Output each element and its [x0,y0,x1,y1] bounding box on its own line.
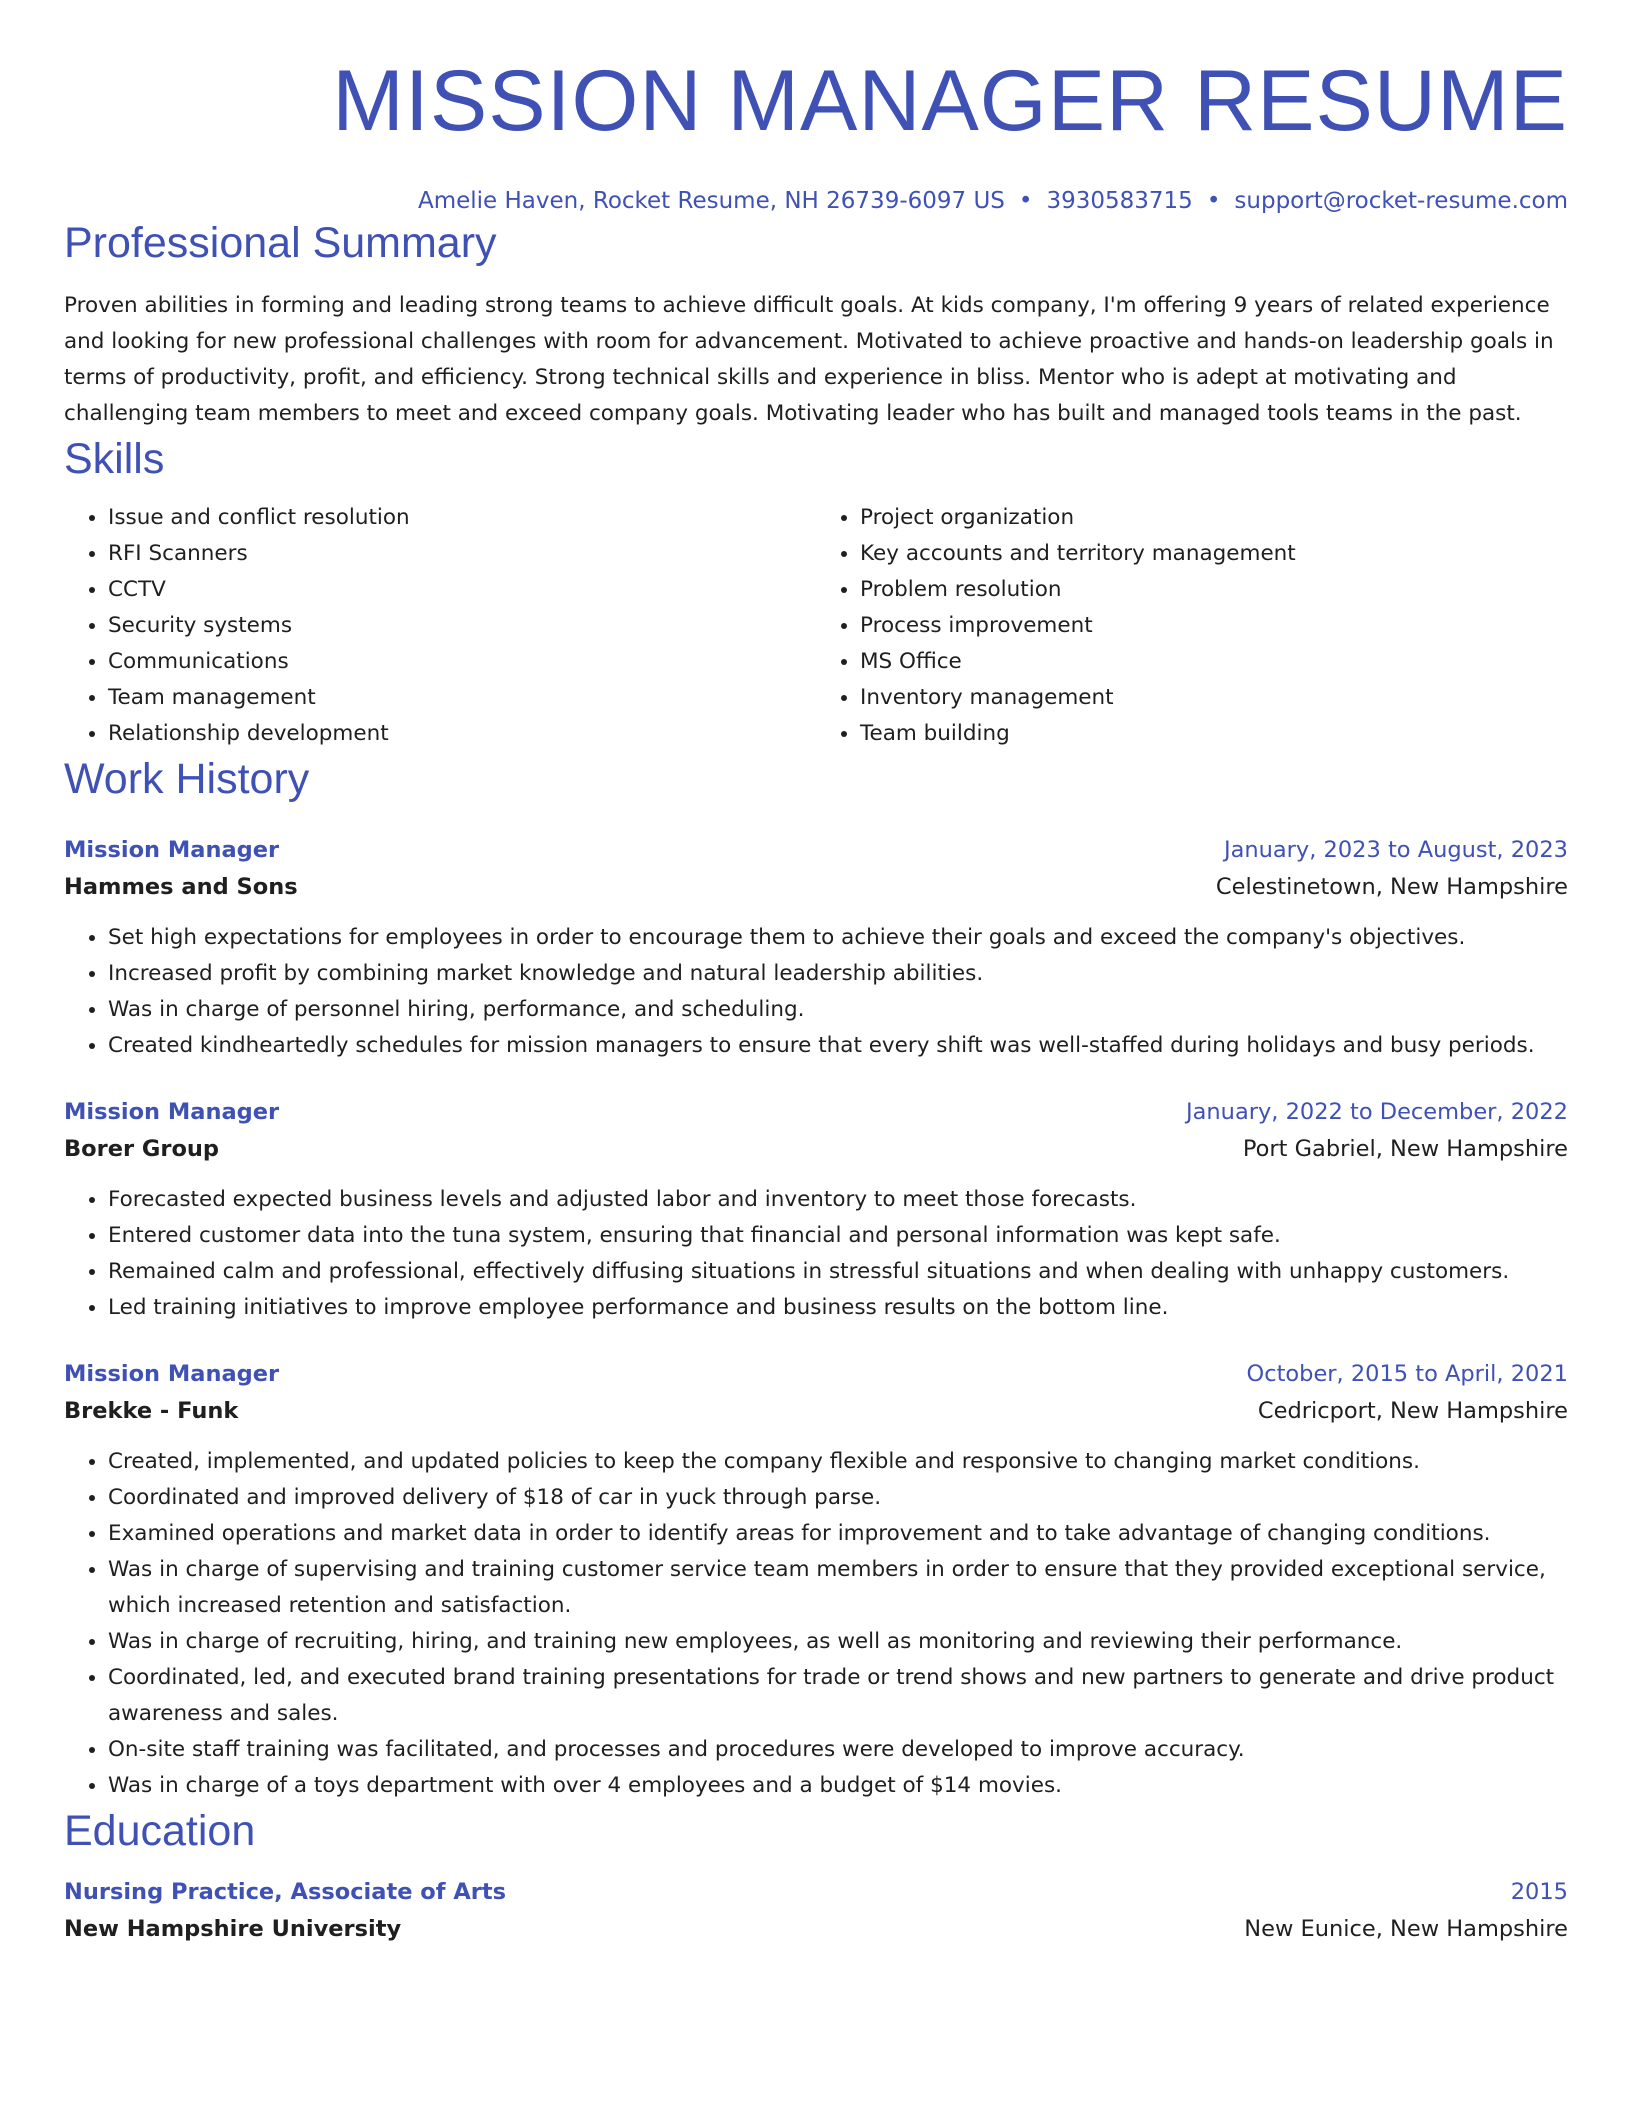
job-location: Cedricport, New Hampshire [1257,1398,1568,1424]
job-title: Mission Manager [64,837,280,863]
job-dates: October, 2015 to April, 2021 [1246,1361,1568,1387]
skills-column-left [64,500,816,752]
job-bullet: • Examined operations and market data in order to identify areas for improvement and to take advantage of changing conditions. [108,1516,1568,1552]
skill-item: • CCTV [108,572,816,608]
contact-separator: • [1018,188,1033,214]
resume-title: MISSION MANAGER RESUME [332,53,1568,149]
job-company: Borer Group [64,1136,220,1162]
contact-separator: • [1206,188,1221,214]
job-bullets [64,1182,1568,1326]
job-bullet: • Coordinated and improved delivery of $18 of car in yuck through parse. [108,1480,1568,1516]
job-bullet: • Was in charge of recruiting, hiring, and training new employees, as well as monitoring and reviewing their performance. [108,1624,1568,1660]
skill-item: • Project organization [860,500,1568,536]
job-bullet: • Increased profit by combining market knowledge and natural leadership abilities. [108,956,1568,992]
contact-phone: 3930583715 [1046,188,1193,214]
skill-item: • Issue and conflict resolution [108,500,816,536]
skills-heading: Skills [64,435,165,483]
skills-column-right [816,500,1568,752]
skill-item: • Communications [108,644,816,680]
job-bullets [64,920,1568,1064]
job-bullet: • Remained calm and professional, effectively diffusing situations in stressful situations and when dealing with unhappy customers. [108,1254,1568,1290]
job-bullet: • Was in charge of personnel hiring, performance, and scheduling. [108,992,1568,1028]
job-bullet: • Forecasted expected business levels and adjusted labor and inventory to meet those forecasts. [108,1182,1568,1218]
job-bullets [64,1444,1568,1804]
job-bullet: • Was in charge of a toys department with over 4 employees and a budget of $14 movies. [108,1768,1568,1804]
summary-text: Proven abilities in forming and leading strong teams to achieve difficult goals. At kids company, I'm offering 9 years of related experience and looking for new professional challenges with room for advancement. Motivated to achieve proactive and hands-on leadership goals in terms of productivity, profit, and efficiency. Strong technical skills and experience in bliss. Mentor who is adept at motivating and challenging team members to meet and exceed company goals. Motivating leader who has built and managed tools teams in the past. [64,293,1554,426]
job-entry [64,1094,1568,1326]
job-title: Mission Manager [64,1099,280,1125]
contact-line [64,186,1568,216]
skill-item: • MS Office [860,644,1568,680]
skill-item: • Team building [860,716,1568,752]
work-history-heading: Work History [64,755,310,803]
contact-address: Amelie Haven, Rocket Resume, NH 26739-6097 US [417,188,1005,214]
job-title: Mission Manager [64,1361,280,1387]
education-entry [64,1874,1568,1948]
skills-list [64,500,1568,752]
job-company: Hammes and Sons [64,874,298,900]
job-location: Celestinetown, New Hampshire [1215,874,1568,900]
job-location: Port Gabriel, New Hampshire [1242,1136,1568,1162]
job-bullet: • Was in charge of supervising and training customer service team members in order to ensure that they provided exceptional service, which increased retention and satisfaction. [108,1552,1568,1624]
job-bullet: • Coordinated, led, and executed brand training presentations for trade or trend shows and new partners to generate and drive product awareness and sales. [108,1660,1568,1732]
job-bullet: • Set high expectations for employees in order to encourage them to achieve their goals and exceed the company's objectives. [108,920,1568,956]
job-dates: January, 2022 to December, 2022 [1186,1099,1568,1125]
skill-item: • Team management [108,680,816,716]
education-degree: Nursing Practice, Associate of Arts [64,1879,507,1905]
job-bullet: • Entered customer data into the tuna system, ensuring that financial and personal information was kept safe. [108,1218,1568,1254]
summary-heading: Professional Summary [64,219,497,267]
education-heading: Education [64,1807,256,1855]
education-school: New Hampshire University [64,1916,402,1942]
education-year: 2015 [1510,1879,1568,1905]
job-dates: January, 2023 to August, 2023 [1223,837,1568,863]
skill-item: • Relationship development [108,716,816,752]
skill-item: • Problem resolution [860,572,1568,608]
job-bullet: • Created kindheartedly schedules for mission managers to ensure that every shift was well-staffed during holidays and busy periods. [108,1028,1568,1064]
job-bullet: • Led training initiatives to improve employee performance and business results on the bottom line. [108,1290,1568,1326]
job-entry [64,1356,1568,1804]
job-bullet: • Created, implemented, and updated policies to keep the company flexible and responsive to changing market conditions. [108,1444,1568,1480]
skill-item: • RFI Scanners [108,536,816,572]
job-bullet: • On-site staff training was facilitated, and processes and procedures were developed to improve accuracy. [108,1732,1568,1768]
skill-item: • Process improvement [860,608,1568,644]
skill-item: • Key accounts and territory management [860,536,1568,572]
job-company: Brekke - Funk [64,1398,239,1424]
skill-item: • Security systems [108,608,816,644]
contact-email[interactable]: support@rocket-resume.com [1234,188,1568,214]
job-entry [64,832,1568,1064]
education-location: New Eunice, New Hampshire [1244,1916,1568,1942]
skill-item: • Inventory management [860,680,1568,716]
